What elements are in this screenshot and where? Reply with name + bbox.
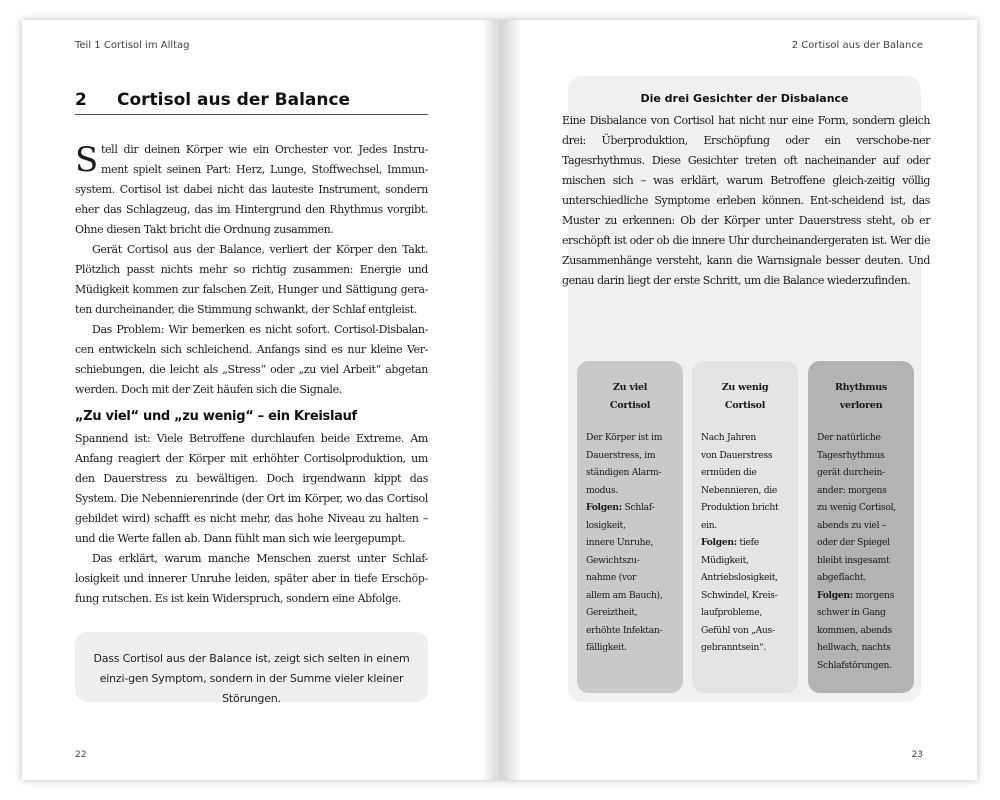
text-line: ment spielt seinen Part: Herz, Lunge, Stoffwechsel, Immun- xyxy=(100,163,428,176)
column-title-line: verloren xyxy=(839,400,883,411)
column-line: nahme (vor xyxy=(586,572,637,583)
column-line: ander: morgens xyxy=(817,484,887,496)
paragraph-2 xyxy=(75,240,428,320)
column-line: Tagesrhythmus xyxy=(817,449,885,461)
body-text-section xyxy=(75,429,428,609)
page-number-left: 22 xyxy=(75,750,87,760)
body-text-intro xyxy=(75,140,428,400)
text-line: eher das Schlagzeug, das im Hintergrund den Rhythmus vorgibt. xyxy=(75,203,428,216)
info-box-title: Die drei Gesichter der Disbalance xyxy=(640,92,849,105)
column-line: abgeflacht. xyxy=(817,572,866,583)
text-line: auf oder mischen sich – was erklärt, warum Betroffene gleich- xyxy=(562,154,930,187)
column-title-line: Zu wenig xyxy=(721,382,769,393)
text-line: gen Symptom, sondern in der Summe vieler kleiner Störungen. xyxy=(128,672,404,705)
text-line: System. Die Nebennierenrinde (der Ort im Körper, wo das Cortisol xyxy=(75,492,428,505)
column-line: Der natürliche xyxy=(817,432,881,443)
info-box-text xyxy=(562,111,930,291)
gutter-shadow-left xyxy=(482,20,500,780)
column-line: Dauerstress, im xyxy=(586,449,656,461)
column-line: hellwach, nachts xyxy=(817,642,891,653)
text-line: Eine Disbalance von Cortisol hat nicht nur eine Form, sondern xyxy=(562,114,899,127)
text-line: schiebungen, die leicht als „Stress“ oder „zu viel Arbeit“ abgetan xyxy=(75,363,428,376)
column-rhythm-lost xyxy=(808,361,914,693)
column-line: gerät durchein- xyxy=(817,467,885,478)
column-line: modus. xyxy=(586,484,618,496)
paragraph-1 xyxy=(75,140,428,240)
column-too-little-cortisol xyxy=(692,361,798,693)
column-line: oder der Spiegel xyxy=(817,537,890,548)
column-line: ermüden die xyxy=(701,467,757,478)
text-line: zeitig völlig unterschiedliche Symptome erleben können. Ent- xyxy=(562,174,930,207)
text-line: Ohne diesen Takt bricht die Ordnung zusammen. xyxy=(75,223,334,236)
consequences-text: tiefe xyxy=(736,537,759,548)
column-line: Gewichtszu- xyxy=(586,554,640,566)
text-line: um den Dauerstress zu bewältigen. Doch irgendwann kippt das xyxy=(75,452,428,485)
consequences-text: Schlaf- xyxy=(621,502,655,513)
text-line: system. Cortisol ist dabei nicht das lauteste Instrument, sondern xyxy=(75,183,428,196)
column-line: fälligkeit. xyxy=(586,642,627,653)
consequences-label: Folgen: xyxy=(586,502,622,513)
text-line: erste Schritt, um die Balance wiederzufinden. xyxy=(673,274,911,287)
text-line: ner Tagesrhythmus. Diese Gesichter treten oft nacheinander xyxy=(562,134,930,167)
column-line: Produktion bricht xyxy=(701,502,779,513)
book-spread xyxy=(22,20,977,780)
column-line: bleibt insgesamt xyxy=(817,554,890,566)
column-line: Nebennieren, die xyxy=(701,484,778,496)
text-line: Das erklärt, warum manche Menschen zuerst unter Schlaf- xyxy=(92,552,428,565)
consequences-label: Folgen: xyxy=(701,537,737,548)
text-line: Gerät Cortisol aus der Balance, verliert der Körper den Takt. xyxy=(92,243,428,256)
column-title-line: Cortisol xyxy=(609,400,651,411)
page-number-right: 23 xyxy=(911,750,923,760)
text-line: losigkeit und innerer Unruhe leiden, später aber in tiefe Erschöp- xyxy=(75,572,428,585)
text-line: fung rutschen. Es ist kein Widerspruch, sondern eine Abfolge. xyxy=(75,592,402,605)
consequences-line xyxy=(586,499,674,517)
text-line: kann die Warnsignale besser deuten. Und genau darin liegt der xyxy=(562,254,930,287)
text-line: Dauerstress steht, ob er erschöpft ist oder ob die innere Uhr xyxy=(562,214,930,247)
column-line: zu wenig Cortisol, xyxy=(817,502,896,513)
text-line: cen entwickeln sich schleichend. Anfangs sind es nur kleine Ver- xyxy=(75,343,428,356)
text-line: gleich drei: Überproduktion, Erschöpfung oder ein verschobe- xyxy=(562,114,930,147)
running-head-right: 2 Cortisol aus der Balance xyxy=(791,40,923,51)
running-head-left: Teil 1 Cortisol im Alltag xyxy=(75,40,190,51)
consequences-text: morgens xyxy=(852,589,894,601)
consequences-label: Folgen: xyxy=(817,589,853,601)
text-line: Müdigkeit kommen zur falschen Zeit, Hunger und Sättigung gera- xyxy=(75,283,428,296)
column-line: schwer in Gang xyxy=(817,607,886,618)
column-line: Nach Jahren xyxy=(701,432,757,443)
column-line: allem am Bauch), xyxy=(586,589,663,601)
chapter-number: 2 xyxy=(75,90,87,110)
text-line: Plötzlich passt nichts mehr so richtig zusammen: Energie und xyxy=(75,263,428,276)
paragraph-4 xyxy=(75,429,428,549)
left-page xyxy=(22,20,500,780)
column-line: losigkeit, xyxy=(586,519,626,531)
column-line: Antriebslosigkeit, xyxy=(701,572,778,583)
chapter-heading xyxy=(75,90,428,115)
column-too-much-cortisol xyxy=(577,361,683,693)
column-line: abends zu viel – xyxy=(817,519,887,531)
column-line: Schlafstörungen. xyxy=(817,659,892,671)
consequences-line xyxy=(701,534,789,552)
text-line: tell dir deinen Körper wie ein Orchester vor. Jedes Instru- xyxy=(100,143,428,156)
column-line: Gefühl von „Aus- xyxy=(701,624,775,636)
section-title: „Zu viel“ und „zu wenig“ – ein Kreislauf xyxy=(75,409,357,424)
column-line: erhöhte Infektan- xyxy=(586,624,663,636)
column-line: kommen, abends xyxy=(817,624,892,636)
text-line: Anfang reagiert der Körper mit erhöhter Cortisolproduktion, xyxy=(75,452,412,465)
column-title-line: Zu viel xyxy=(612,382,648,393)
column-line: Der Körper ist im xyxy=(586,432,663,443)
right-page xyxy=(500,20,977,780)
column-title xyxy=(701,379,789,415)
text-line: Das Problem: Wir bemerken es nicht sofort. Cortisol-Disbalan- xyxy=(92,323,428,336)
column-title-line: Cortisol xyxy=(724,400,766,411)
drop-cap: S xyxy=(75,140,98,180)
column-line: ein. xyxy=(701,519,718,531)
chapter-title: Cortisol aus der Balance xyxy=(117,90,351,110)
callout-box xyxy=(75,632,428,705)
text-line: scheidend ist, das Muster zu erkennen: Ob der Körper unter xyxy=(562,194,930,227)
text-line: durcheinandergeraten ist. Wer die Zusammenhänge versteht, xyxy=(562,234,931,267)
text-line: und die Werte fallen ab. Dann fühlt man sich wie leergepumpt. xyxy=(75,532,405,545)
column-title xyxy=(817,379,905,415)
column-line: laufprobleme, xyxy=(701,607,762,618)
text-line: Dass Cortisol aus der Balance ist, zeigt sich selten in einem einzi- xyxy=(93,652,410,685)
text-line: ten durcheinander, die Stimmung schwankt, der Schlaf entgleist. xyxy=(75,303,417,316)
column-line: von Dauerstress xyxy=(701,449,773,461)
column-title xyxy=(586,379,674,415)
column-title-line: Rhythmus xyxy=(834,382,888,393)
column-line: Gereiztheit, xyxy=(586,607,638,618)
column-line: gebranntsein“. xyxy=(701,642,767,653)
text-line: werden. Doch mit der Zeit häufen sich die Signale. xyxy=(75,383,342,396)
column-line: Müdigkeit, xyxy=(701,554,749,566)
text-line: gebildet wird) schafft es nicht mehr, das hohe Niveau zu halten – xyxy=(75,512,428,525)
gutter-shadow-right xyxy=(500,20,522,780)
consequences-line xyxy=(817,587,905,605)
paragraph-3 xyxy=(75,320,428,400)
column-line: ständigen Alarm- xyxy=(586,467,662,478)
column-line: innere Unruhe, xyxy=(586,537,654,548)
text-line: Spannend ist: Viele Betroffene durchlaufen beide Extreme. Am xyxy=(75,432,428,445)
paragraph-5 xyxy=(75,549,428,609)
column-line: Schwindel, Kreis- xyxy=(701,589,778,601)
